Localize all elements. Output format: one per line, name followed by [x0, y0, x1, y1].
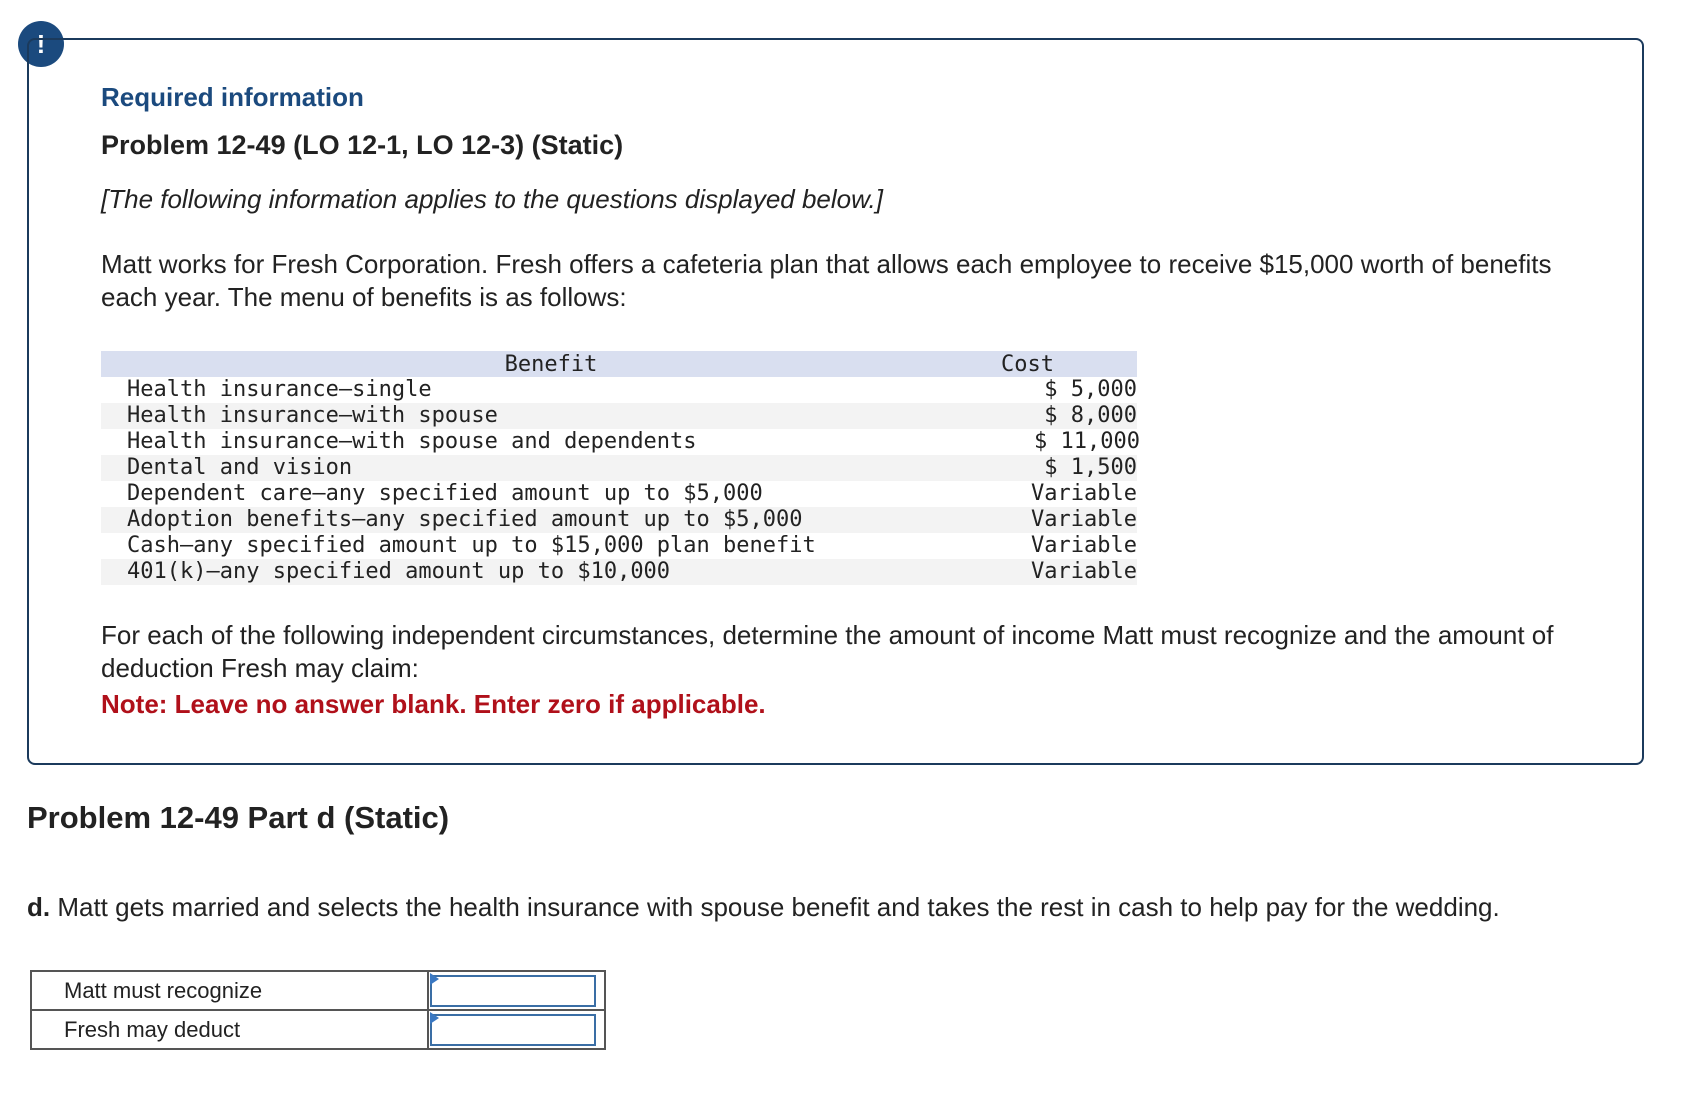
- benefit-cost: $ 8,000: [1001, 403, 1137, 429]
- intro-paragraph: Matt works for Fresh Corporation. Fresh offers a cafeteria plan that allows each employee to receive $15,000 worth of benefits each year. The menu of benefits is as follows:: [101, 249, 1552, 312]
- table-row: [31, 971, 605, 1010]
- alert-icon: !: [18, 21, 64, 67]
- table-row: [101, 455, 1137, 481]
- benefit-name: Health insurance—with spouse and dependents: [127, 429, 697, 454]
- table-row: [101, 507, 1137, 533]
- instructions-paragraph: For each of the following independent circumstances, determine the amount of income Matt must recognize and the amount of deduction Fresh may claim:: [101, 620, 1554, 683]
- benefit-cost: Variable: [1001, 507, 1137, 533]
- benefit-column-header: Benefit: [101, 351, 1001, 377]
- benefit-cost: Variable: [1031, 481, 1137, 506]
- question-body: Matt gets married and selects the health insurance with spouse benefit and takes the rest in cash to help pay for the wedding.: [50, 892, 1500, 922]
- answer-label-matt: Matt must recognize: [31, 971, 428, 1010]
- table-row: [101, 429, 1137, 455]
- table-row: [101, 377, 1137, 403]
- table-row: [101, 533, 1137, 559]
- cost-column-header: Cost: [1001, 351, 1137, 377]
- benefit-cost: $ 1,500: [1001, 455, 1137, 481]
- answer-cell-matt: [428, 971, 605, 1010]
- benefit-name: Dental and vision: [101, 455, 1001, 481]
- benefit-name: Health insurance—single: [127, 377, 432, 402]
- applies-note: [The following information applies to the questions displayed below.]: [101, 184, 883, 214]
- benefit-name: Adoption benefits—any specified amount up to $5,000: [101, 507, 1001, 533]
- answer-cell-fresh: [428, 1010, 605, 1049]
- table-row: [101, 403, 1137, 429]
- benefit-cost: $ 11,000: [1034, 429, 1140, 454]
- benefits-table-header: [101, 351, 1137, 377]
- benefit-name: 401(k)—any specified amount up to $10,000: [101, 559, 1001, 585]
- benefit-name: Cash—any specified amount up to $15,000 plan benefit: [127, 533, 816, 558]
- input-marker-icon: [430, 1012, 439, 1024]
- table-row: [101, 481, 1137, 507]
- benefits-table: [101, 351, 1140, 585]
- fresh-deduct-input[interactable]: [430, 1014, 596, 1046]
- table-row: [31, 1010, 605, 1049]
- table-row: [101, 559, 1137, 585]
- required-info-heading: Required information: [101, 82, 364, 112]
- benefit-cost: Variable: [1001, 559, 1137, 585]
- matt-recognize-input[interactable]: [430, 975, 596, 1007]
- answer-label-fresh: Fresh may deduct: [31, 1010, 428, 1049]
- question-label: d.: [27, 892, 51, 922]
- problem-title: Problem 12-49 (LO 12-1, LO 12-3) (Static): [101, 130, 624, 160]
- benefit-name: Health insurance—with spouse: [101, 403, 1001, 429]
- benefit-name: Dependent care—any specified amount up to $5,000: [127, 481, 763, 506]
- input-marker-icon: [430, 973, 439, 985]
- benefit-cost: Variable: [1031, 533, 1137, 558]
- part-title: Problem 12-49 Part d (Static): [27, 800, 450, 835]
- question-text: [27, 892, 1500, 923]
- benefit-cost: $ 5,000: [1044, 377, 1137, 402]
- answer-table: [30, 970, 606, 1050]
- note-text: Note: Leave no answer blank. Enter zero if applicable.: [101, 689, 766, 719]
